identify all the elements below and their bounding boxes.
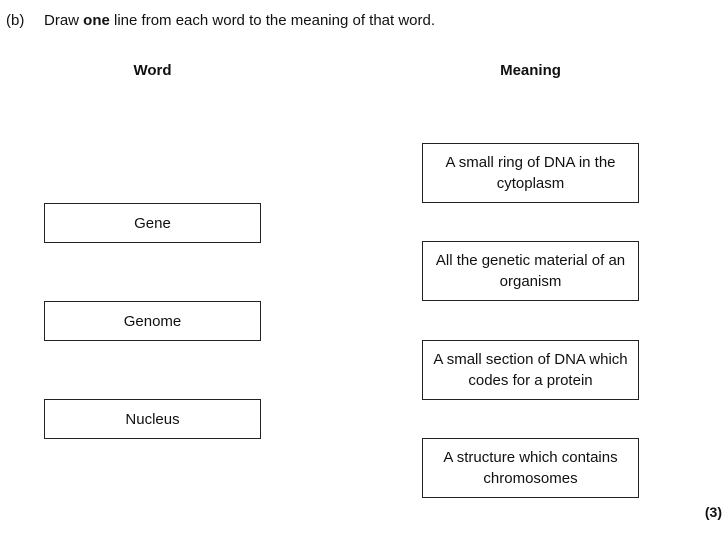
meaning-box-section-of-dna[interactable]: A small section of DNA which codes for a protein <box>422 340 639 400</box>
marks-label: (3) <box>704 504 722 520</box>
meaning-box-contains-chromosomes[interactable]: A structure which contains chromosomes <box>422 438 639 498</box>
word-column-heading: Word <box>133 62 172 79</box>
question-part-label: (b) <box>6 12 25 29</box>
instruction-text-end: line from each word to the meaning of that word. <box>109 12 436 29</box>
meaning-box-genetic-material[interactable]: All the genetic material of an organism <box>422 241 639 301</box>
word-box-nucleus[interactable]: Nucleus <box>44 399 261 439</box>
instruction-text-start: Draw <box>44 12 84 29</box>
meaning-column-heading: Meaning <box>500 62 561 79</box>
meaning-box-ring-of-dna[interactable]: A small ring of DNA in the cytoplasm <box>422 143 639 203</box>
instruction-emphasis: one <box>83 12 110 29</box>
word-box-gene[interactable]: Gene <box>44 203 261 243</box>
word-box-genome[interactable]: Genome <box>44 301 261 341</box>
question-instruction <box>44 12 435 29</box>
